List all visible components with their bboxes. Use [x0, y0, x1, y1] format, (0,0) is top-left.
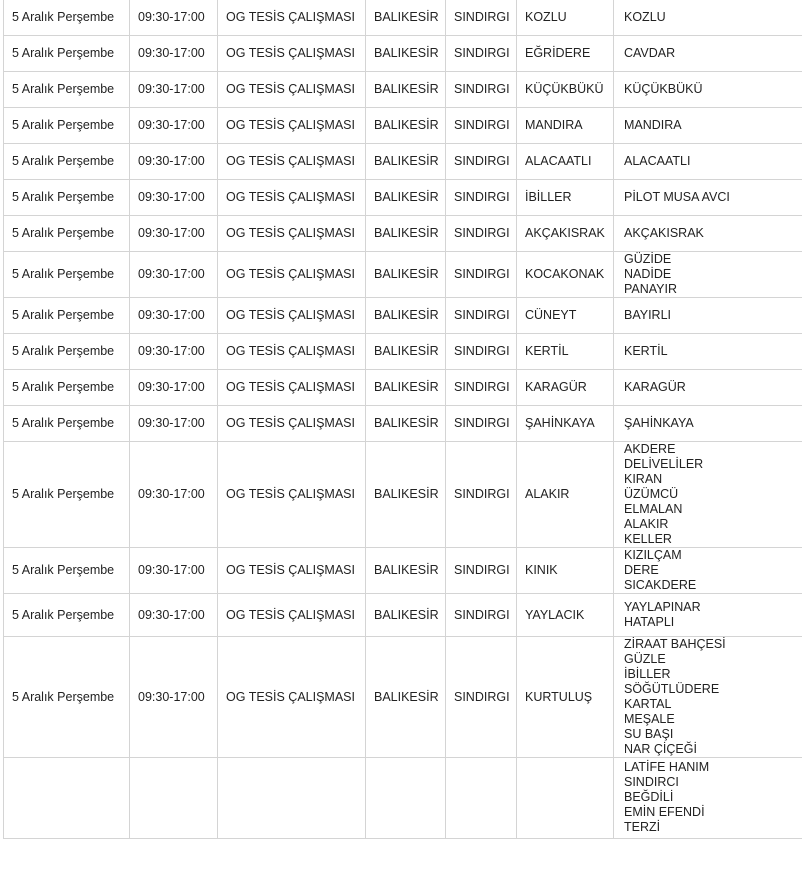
- table-row: [4, 36, 802, 72]
- work-type-cell: OG TESİS ÇALIŞMASI: [218, 72, 366, 108]
- district-cell: SINDIRGI: [446, 370, 517, 406]
- province-cell: BALIKESİR: [366, 370, 446, 406]
- work-type-cell: OG TESİS ÇALIŞMASI: [218, 144, 366, 180]
- place-name: KELLER: [624, 532, 672, 546]
- place-name: GÜZİDE: [624, 252, 672, 266]
- province-cell: BALIKESİR: [366, 298, 446, 334]
- table-row: [4, 406, 802, 442]
- work-type-cell: OG TESİS ÇALIŞMASI: [218, 0, 366, 36]
- place-name: DERE: [624, 563, 659, 577]
- place-name: BEĞDİLİ: [624, 790, 674, 804]
- outage-table: [3, 0, 802, 839]
- time-cell: 09:30-17:00: [130, 637, 218, 758]
- place-name: ALAKIR: [624, 517, 669, 531]
- date-cell: 5 Aralık Perşembe: [4, 0, 130, 36]
- table-row: [4, 0, 802, 36]
- place-name: SÖĞÜTLÜDERE: [624, 682, 720, 696]
- place-name: ZİRAAT BAHÇESİ: [624, 637, 726, 651]
- place-name: ELMALAN: [624, 502, 683, 516]
- province-cell: BALIKESİR: [366, 548, 446, 594]
- place-name: AKÇAKISRAK: [624, 226, 704, 240]
- province-cell: BALIKESİR: [366, 637, 446, 758]
- table-row: [4, 334, 802, 370]
- time-cell: 09:30-17:00: [130, 298, 218, 334]
- place-name: MANDIRA: [624, 118, 682, 132]
- work-type-cell: OG TESİS ÇALIŞMASI: [218, 334, 366, 370]
- district-cell: SINDIRGI: [446, 36, 517, 72]
- work-type-cell: OG TESİS ÇALIŞMASI: [218, 442, 366, 548]
- time-cell: [130, 758, 218, 839]
- area-cell: AKÇAKISRAK: [517, 216, 614, 252]
- table-row: [4, 370, 802, 406]
- time-cell: 09:30-17:00: [130, 0, 218, 36]
- table-row: [4, 594, 802, 637]
- district-cell: SINDIRGI: [446, 0, 517, 36]
- affected-places-cell: [614, 252, 802, 298]
- area-cell: ALACAATLI: [517, 144, 614, 180]
- district-cell: SINDIRGI: [446, 72, 517, 108]
- time-cell: 09:30-17:00: [130, 370, 218, 406]
- date-cell: [4, 758, 130, 839]
- province-cell: BALIKESİR: [366, 216, 446, 252]
- time-cell: 09:30-17:00: [130, 216, 218, 252]
- area-cell: KARAGÜR: [517, 370, 614, 406]
- place-name: SICAKDERE: [624, 578, 697, 592]
- place-name: TERZİ: [624, 820, 661, 834]
- date-cell: 5 Aralık Perşembe: [4, 298, 130, 334]
- place-name: ÜZÜMCÜ: [624, 487, 679, 501]
- place-name: KOZLU: [624, 10, 666, 24]
- work-type-cell: OG TESİS ÇALIŞMASI: [218, 406, 366, 442]
- date-cell: 5 Aralık Perşembe: [4, 108, 130, 144]
- district-cell: SINDIRGI: [446, 637, 517, 758]
- table-row: [4, 180, 802, 216]
- place-name: SINDIRCI: [624, 775, 679, 789]
- place-name: NAR ÇİÇEĞİ: [624, 742, 697, 756]
- time-cell: 09:30-17:00: [130, 72, 218, 108]
- place-name: KÜÇÜKBÜKÜ: [624, 82, 703, 96]
- date-cell: 5 Aralık Perşembe: [4, 637, 130, 758]
- province-cell: BALIKESİR: [366, 252, 446, 298]
- table-row: [4, 252, 802, 298]
- work-type-cell: OG TESİS ÇALIŞMASI: [218, 216, 366, 252]
- affected-places-cell: [614, 370, 802, 406]
- affected-places-cell: [614, 298, 802, 334]
- work-type-cell: OG TESİS ÇALIŞMASI: [218, 108, 366, 144]
- affected-places-cell: [614, 758, 802, 839]
- work-type-cell: OG TESİS ÇALIŞMASI: [218, 548, 366, 594]
- time-cell: 09:30-17:00: [130, 548, 218, 594]
- district-cell: SINDIRGI: [446, 108, 517, 144]
- district-cell: [446, 758, 517, 839]
- place-name: HATAPLI: [624, 615, 675, 629]
- place-name: KIZILÇAM: [624, 548, 682, 562]
- work-type-cell: OG TESİS ÇALIŞMASI: [218, 637, 366, 758]
- place-name: KARAGÜR: [624, 380, 686, 394]
- province-cell: BALIKESİR: [366, 442, 446, 548]
- area-cell: İBİLLER: [517, 180, 614, 216]
- work-type-cell: OG TESİS ÇALIŞMASI: [218, 370, 366, 406]
- province-cell: BALIKESİR: [366, 36, 446, 72]
- affected-places-cell: [614, 548, 802, 594]
- province-cell: BALIKESİR: [366, 0, 446, 36]
- area-cell: KINIK: [517, 548, 614, 594]
- area-cell: ŞAHİNKAYA: [517, 406, 614, 442]
- affected-places-cell: [614, 594, 802, 637]
- date-cell: 5 Aralık Perşembe: [4, 334, 130, 370]
- affected-places-cell: [614, 442, 802, 548]
- table-row: [4, 72, 802, 108]
- area-cell: MANDIRA: [517, 108, 614, 144]
- province-cell: BALIKESİR: [366, 594, 446, 637]
- area-cell: ALAKIR: [517, 442, 614, 548]
- affected-places-cell: [614, 216, 802, 252]
- table-row: [4, 548, 802, 594]
- time-cell: 09:30-17:00: [130, 442, 218, 548]
- area-cell: CÜNEYT: [517, 298, 614, 334]
- place-name: LATİFE HANIM: [624, 760, 710, 774]
- date-cell: 5 Aralık Perşembe: [4, 36, 130, 72]
- time-cell: 09:30-17:00: [130, 108, 218, 144]
- time-cell: 09:30-17:00: [130, 334, 218, 370]
- table-row: [4, 637, 802, 758]
- area-cell: KERTİL: [517, 334, 614, 370]
- district-cell: SINDIRGI: [446, 180, 517, 216]
- affected-places-cell: [614, 72, 802, 108]
- work-type-cell: [218, 758, 366, 839]
- outage-table-container: [3, 0, 802, 873]
- time-cell: 09:30-17:00: [130, 252, 218, 298]
- place-name: DELİVELİLER: [624, 457, 704, 471]
- province-cell: [366, 758, 446, 839]
- district-cell: SINDIRGI: [446, 442, 517, 548]
- date-cell: 5 Aralık Perşembe: [4, 72, 130, 108]
- affected-places-cell: [614, 108, 802, 144]
- district-cell: SINDIRGI: [446, 252, 517, 298]
- date-cell: 5 Aralık Perşembe: [4, 370, 130, 406]
- work-type-cell: OG TESİS ÇALIŞMASI: [218, 180, 366, 216]
- district-cell: SINDIRGI: [446, 406, 517, 442]
- table-row: [4, 108, 802, 144]
- affected-places-cell: [614, 0, 802, 36]
- place-name: YAYLAPINAR: [624, 600, 701, 614]
- area-cell: [517, 758, 614, 839]
- affected-places-cell: [614, 144, 802, 180]
- place-name: KERTİL: [624, 344, 668, 358]
- district-cell: SINDIRGI: [446, 216, 517, 252]
- affected-places-cell: [614, 36, 802, 72]
- place-name: İBİLLER: [624, 667, 671, 681]
- place-name: GÜZLE: [624, 652, 666, 666]
- place-name: MEŞALE: [624, 712, 675, 726]
- place-name: NADİDE: [624, 267, 672, 281]
- province-cell: BALIKESİR: [366, 144, 446, 180]
- time-cell: 09:30-17:00: [130, 144, 218, 180]
- work-type-cell: OG TESİS ÇALIŞMASI: [218, 36, 366, 72]
- table-row: [4, 144, 802, 180]
- district-cell: SINDIRGI: [446, 144, 517, 180]
- area-cell: YAYLACIK: [517, 594, 614, 637]
- affected-places-cell: [614, 637, 802, 758]
- date-cell: 5 Aralık Perşembe: [4, 252, 130, 298]
- date-cell: 5 Aralık Perşembe: [4, 594, 130, 637]
- date-cell: 5 Aralık Perşembe: [4, 144, 130, 180]
- work-type-cell: OG TESİS ÇALIŞMASI: [218, 298, 366, 334]
- area-cell: KOCAKONAK: [517, 252, 614, 298]
- place-name: ALACAATLI: [624, 154, 691, 168]
- table-row: [4, 216, 802, 252]
- date-cell: 5 Aralık Perşembe: [4, 548, 130, 594]
- area-cell: EĞRİDERE: [517, 36, 614, 72]
- table-row: [4, 442, 802, 548]
- work-type-cell: OG TESİS ÇALIŞMASI: [218, 594, 366, 637]
- date-cell: 5 Aralık Perşembe: [4, 406, 130, 442]
- area-cell: KURTULUŞ: [517, 637, 614, 758]
- district-cell: SINDIRGI: [446, 594, 517, 637]
- date-cell: 5 Aralık Perşembe: [4, 216, 130, 252]
- place-name: AKDERE: [624, 442, 676, 456]
- place-name: EMİN EFENDİ: [624, 805, 705, 819]
- place-name: KIRAN: [624, 472, 663, 486]
- province-cell: BALIKESİR: [366, 72, 446, 108]
- place-name: SU BAŞI: [624, 727, 674, 741]
- table-row: [4, 298, 802, 334]
- province-cell: BALIKESİR: [366, 180, 446, 216]
- place-name: CAVDAR: [624, 46, 676, 60]
- time-cell: 09:30-17:00: [130, 180, 218, 216]
- place-name: KARTAL: [624, 697, 672, 711]
- date-cell: 5 Aralık Perşembe: [4, 442, 130, 548]
- province-cell: BALIKESİR: [366, 334, 446, 370]
- place-name: BAYIRLI: [624, 308, 672, 322]
- time-cell: 09:30-17:00: [130, 406, 218, 442]
- district-cell: SINDIRGI: [446, 298, 517, 334]
- area-cell: KÜÇÜKBÜKÜ: [517, 72, 614, 108]
- affected-places-cell: [614, 334, 802, 370]
- time-cell: 09:30-17:00: [130, 36, 218, 72]
- place-name: PANAYIR: [624, 282, 678, 296]
- district-cell: SINDIRGI: [446, 334, 517, 370]
- province-cell: BALIKESİR: [366, 108, 446, 144]
- work-type-cell: OG TESİS ÇALIŞMASI: [218, 252, 366, 298]
- place-name: PİLOT MUSA AVCI: [624, 190, 730, 204]
- affected-places-cell: [614, 180, 802, 216]
- area-cell: KOZLU: [517, 0, 614, 36]
- table-body: [4, 0, 802, 839]
- province-cell: BALIKESİR: [366, 406, 446, 442]
- table-row: [4, 758, 802, 839]
- affected-places-cell: [614, 406, 802, 442]
- place-name: ŞAHİNKAYA: [624, 416, 694, 430]
- date-cell: 5 Aralık Perşembe: [4, 180, 130, 216]
- time-cell: 09:30-17:00: [130, 594, 218, 637]
- district-cell: SINDIRGI: [446, 548, 517, 594]
